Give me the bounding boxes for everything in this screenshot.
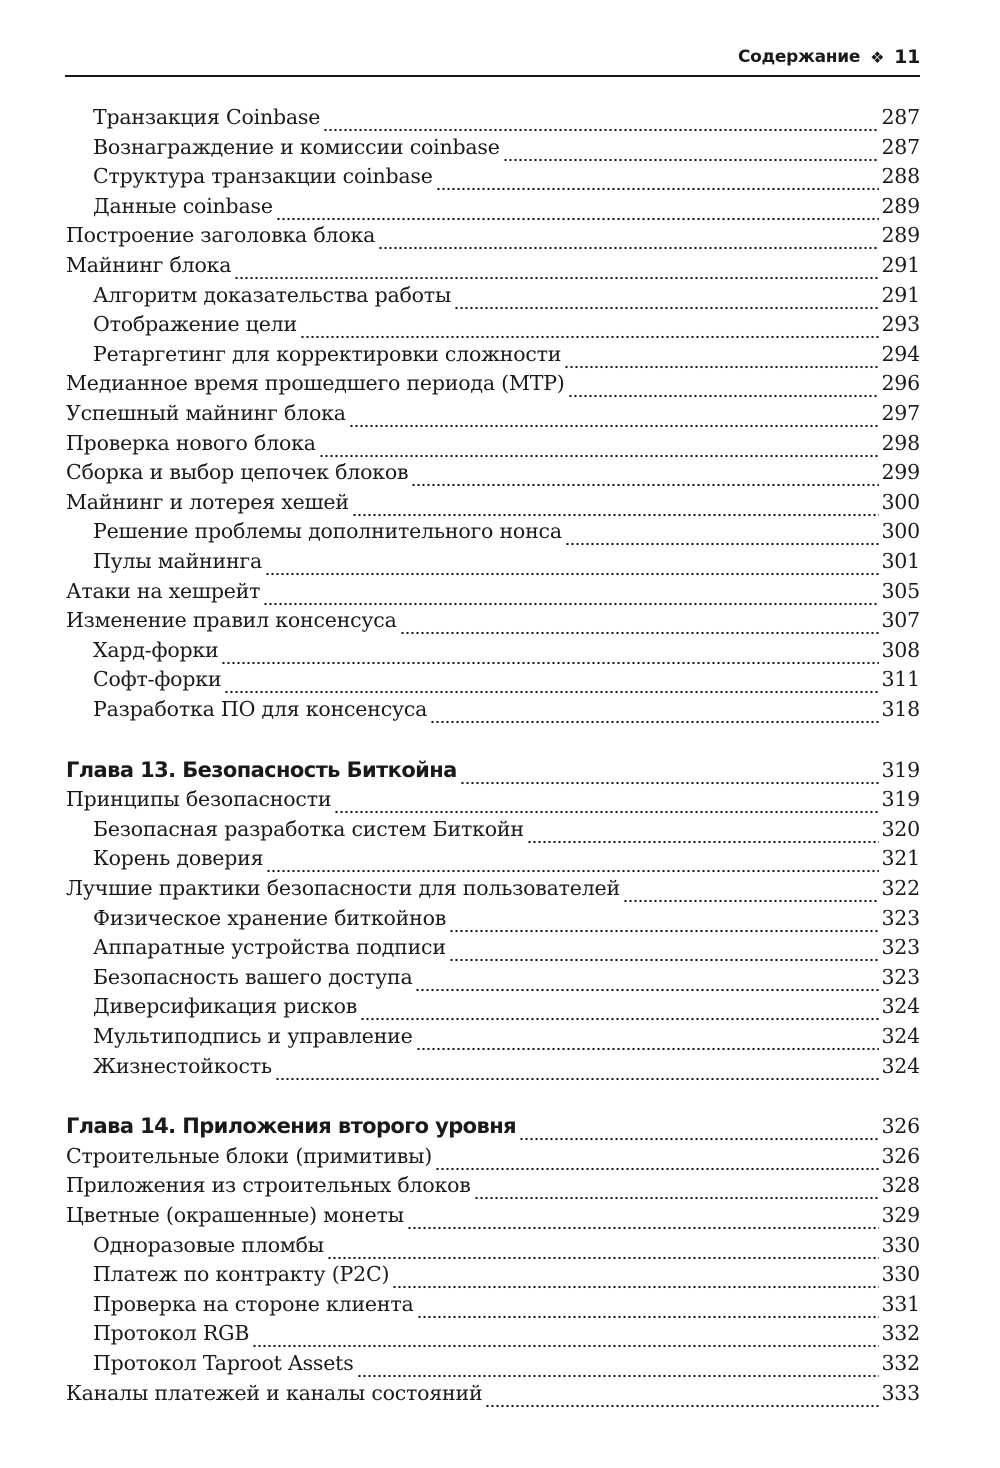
toc-entry[interactable]	[0, 428, 1000, 458]
toc-entry-page: 322	[881, 876, 920, 900]
toc-entry[interactable]	[0, 576, 1000, 606]
toc-entry-title: Одноразовые пломбы	[93, 1232, 324, 1257]
toc-entry[interactable]	[0, 516, 1000, 546]
toc-entry-title: Ретаргетинг для корректировки сложности	[93, 341, 562, 366]
dot-leader	[263, 580, 879, 606]
dot-leader	[275, 1055, 880, 1081]
toc-entry-title: Разработка ПО для консенсуса	[93, 697, 428, 721]
toc-entry-title: Платеж по контракту (P2C)	[93, 1262, 390, 1287]
toc-entry[interactable]	[0, 339, 1000, 369]
dot-leader	[474, 1174, 880, 1200]
toc-entry[interactable]	[0, 280, 1000, 310]
toc-entry[interactable]	[0, 161, 1000, 191]
toc-entry-title: Майнинг блока	[66, 253, 232, 277]
dot-leader	[352, 491, 880, 517]
toc-entry[interactable]	[0, 487, 1000, 517]
toc-entry[interactable]	[0, 1378, 1000, 1408]
toc-entry[interactable]	[0, 191, 1000, 221]
dot-leader	[449, 907, 879, 933]
toc-entry-title: Атаки на хешрейт	[66, 578, 261, 603]
toc-entry-title: Алгоритм доказательства работы	[93, 282, 452, 307]
toc-entry[interactable]	[0, 664, 1000, 694]
toc-entry-title: Протокол Taproot Assets	[93, 1351, 354, 1375]
toc-entry[interactable]	[0, 932, 1000, 962]
dot-leader	[527, 818, 880, 844]
toc-entry[interactable]	[0, 102, 1000, 132]
running-head-section: Содержание	[737, 47, 861, 67]
dot-leader	[392, 1263, 879, 1289]
toc-entry-title: Софт-форки	[93, 667, 222, 692]
dot-leader	[416, 1025, 880, 1051]
toc-entry-page: 296	[881, 371, 920, 396]
toc-entry[interactable]	[0, 1289, 1000, 1319]
dot-leader	[323, 106, 879, 132]
toc-entry-page: 293	[881, 312, 920, 337]
toc-entry-title: Протокол RGB	[93, 1321, 250, 1346]
toc-entry-page: 326	[881, 1114, 920, 1139]
toc-entry[interactable]	[0, 1348, 1000, 1378]
toc-entry-page: 294	[881, 341, 920, 366]
dot-leader	[503, 136, 880, 162]
dot-leader	[435, 1145, 879, 1171]
dot-leader	[568, 372, 880, 398]
toc-chapter-entry[interactable]	[0, 1111, 1000, 1141]
dot-leader	[221, 639, 879, 665]
dot-leader	[327, 1234, 880, 1260]
toc-entry-title: Данные coinbase	[93, 193, 273, 218]
toc-entry[interactable]	[0, 991, 1000, 1021]
dot-leader	[436, 165, 880, 191]
toc-entry-page: 319	[881, 757, 920, 782]
toc-entry-page: 301	[881, 549, 920, 573]
toc-entry-page: 300	[881, 489, 920, 514]
toc-entry-title: Решение проблемы дополнительного нонса	[93, 519, 562, 544]
dot-leader	[252, 1322, 879, 1348]
dot-leader	[454, 284, 879, 310]
toc-entry-title: Пулы майнинга	[93, 549, 262, 573]
toc-entry-title: Глава 13. Безопасность Биткойна	[66, 757, 457, 782]
toc-entry-page: 318	[881, 697, 920, 721]
dot-leader	[430, 698, 879, 724]
dot-leader	[276, 195, 880, 221]
dot-leader	[417, 1293, 880, 1319]
dot-leader	[485, 1382, 879, 1408]
toc-entry-page: 289	[881, 223, 920, 248]
toc-entry-page: 326	[881, 1143, 920, 1168]
toc-entry-page: 320	[881, 816, 920, 841]
toc-entry-title: Аппаратные устройства подписи	[93, 935, 446, 960]
dot-leader	[360, 995, 879, 1021]
toc-entry-title: Сборка и выбор цепочек блоков	[66, 460, 409, 485]
toc-entry-page: 323	[881, 964, 920, 989]
toc-entry-title: Транзакция Coinbase	[93, 105, 321, 129]
toc-entry-page: 329	[881, 1203, 920, 1227]
toc-entry-page: 288	[881, 164, 920, 189]
toc-entry-title: Медианное время прошедшего периода (MTP)	[66, 371, 565, 396]
toc-entry[interactable]	[0, 605, 1000, 635]
toc-entry[interactable]	[0, 873, 1000, 903]
dot-leader	[349, 402, 880, 428]
dot-leader	[564, 343, 879, 369]
toc-entry-title: Мультиподпись и управление	[93, 1024, 413, 1048]
toc-entry-title: Изменение правил консенсуса	[66, 608, 397, 633]
toc-entry-page: 311	[881, 667, 920, 692]
diamond-ornament-icon: ❖	[870, 47, 885, 67]
dot-leader	[411, 461, 879, 487]
dot-leader	[460, 759, 880, 785]
dot-leader	[449, 936, 880, 962]
toc-entry[interactable]	[0, 250, 1000, 280]
toc-entry-page: 308	[881, 637, 920, 662]
toc-entry[interactable]	[0, 220, 1000, 250]
toc-entry[interactable]	[0, 1051, 1000, 1081]
dot-leader	[334, 788, 879, 814]
toc-entry-page: 324	[881, 1053, 920, 1078]
dot-leader	[265, 550, 879, 576]
toc-entry-page: 330	[881, 1232, 920, 1257]
toc-entry-page: 324	[881, 1024, 920, 1048]
toc-entry[interactable]	[0, 132, 1000, 162]
toc-entry-title: Диверсификация рисков	[93, 994, 358, 1019]
dot-leader	[407, 1204, 880, 1230]
toc-entry[interactable]	[0, 546, 1000, 576]
dot-leader	[357, 1352, 880, 1378]
toc-entry-page: 319	[881, 787, 920, 812]
toc-entry-page: 299	[881, 460, 920, 485]
toc-entry-page: 330	[881, 1262, 920, 1287]
toc-entry-page: 298	[881, 430, 920, 455]
toc-entry[interactable]	[0, 457, 1000, 487]
toc-entry-page: 305	[881, 578, 920, 603]
toc-entry-page: 332	[881, 1321, 920, 1346]
toc-entry-title: Лучшие практики безопасности для пользователей	[66, 876, 620, 900]
toc-entry-title: Физическое хранение биткойнов	[93, 905, 447, 930]
toc-entry-page: 300	[881, 519, 920, 544]
toc-entry-page: 331	[881, 1291, 920, 1316]
toc-entry-title: Построение заголовка блока	[66, 223, 376, 248]
toc-chapter-entry[interactable]	[0, 755, 1000, 785]
toc-entry-page: 287	[881, 134, 920, 159]
toc-entry[interactable]	[0, 1021, 1000, 1051]
toc-entry-page: 328	[881, 1173, 920, 1198]
toc-entry[interactable]	[0, 843, 1000, 873]
toc-entry-title: Проверка на стороне клиента	[93, 1291, 414, 1316]
toc-entry-title: Строительные блоки (примитивы)	[66, 1143, 433, 1168]
page-number: 11	[894, 46, 920, 68]
dot-leader	[266, 847, 879, 873]
dot-leader	[565, 520, 880, 546]
toc-entry-title: Глава 14. Приложения второго уровня	[66, 1114, 516, 1139]
dot-leader	[300, 313, 880, 339]
toc-entry-page: 307	[881, 608, 920, 633]
dot-leader	[319, 432, 880, 458]
toc-entry-title: Приложения из строительных блоков	[66, 1173, 471, 1198]
toc-entry-title: Структура транзакции coinbase	[93, 164, 433, 189]
toc-entry-title: Цветные (окрашенные) монеты	[66, 1203, 404, 1227]
toc-entry-page: 323	[881, 935, 920, 960]
toc-entry-title: Отображение цели	[93, 312, 297, 337]
toc-entry-page: 323	[881, 905, 920, 930]
toc-entry[interactable]	[0, 1230, 1000, 1260]
toc-entry-title: Жизнестойкость	[93, 1053, 272, 1078]
toc-entry-title: Вознаграждение и комиссии coinbase	[93, 134, 500, 159]
toc-entry-title: Каналы платежей и каналы состояний	[66, 1380, 483, 1405]
toc-entry[interactable]	[0, 1318, 1000, 1348]
toc-entry-title: Успешный майнинг блока	[66, 401, 346, 425]
toc-entry[interactable]	[0, 784, 1000, 814]
dot-leader	[415, 966, 879, 992]
toc-entry-page: 289	[881, 193, 920, 218]
dot-leader	[519, 1115, 879, 1141]
running-head	[65, 40, 920, 74]
toc-entry-title: Проверка нового блока	[66, 430, 316, 455]
toc-entry-page: 291	[881, 282, 920, 307]
toc-entry-page: 321	[881, 846, 920, 871]
toc-entry-title: Корень доверия	[93, 846, 264, 871]
toc-entry-page: 291	[881, 253, 920, 277]
toc-entry[interactable]	[0, 1259, 1000, 1289]
toc-entry[interactable]	[0, 1141, 1000, 1171]
dot-leader	[378, 224, 879, 250]
toc-entry[interactable]	[0, 309, 1000, 339]
toc-entry[interactable]	[0, 635, 1000, 665]
dot-leader	[234, 254, 879, 280]
toc-entry[interactable]	[0, 1200, 1000, 1230]
toc-entry-page: 332	[881, 1351, 920, 1375]
toc-entry-page: 333	[881, 1380, 920, 1405]
toc-entry-page: 297	[881, 401, 920, 425]
toc-entry[interactable]	[0, 1170, 1000, 1200]
dot-leader	[623, 877, 880, 903]
toc-entry[interactable]	[0, 903, 1000, 933]
toc-entry-title: Безопасная разработка систем Биткойн	[93, 816, 524, 841]
toc-entry[interactable]	[0, 398, 1000, 428]
dot-leader	[400, 609, 880, 635]
toc-entry-title: Майнинг и лотерея хешей	[66, 489, 349, 514]
toc-entry[interactable]	[0, 962, 1000, 992]
toc-entry-page: 287	[881, 105, 920, 129]
toc-entry-title: Безопасность вашего доступа	[93, 964, 413, 989]
toc-entry-title: Хард-форки	[93, 637, 219, 662]
toc-entry[interactable]	[0, 814, 1000, 844]
toc-entry[interactable]	[0, 694, 1000, 724]
header-rule	[65, 75, 920, 77]
toc-entry[interactable]	[0, 368, 1000, 398]
toc-entry-title: Принципы безопасности	[66, 787, 332, 812]
toc-entry-page: 324	[881, 994, 920, 1019]
dot-leader	[224, 668, 879, 694]
